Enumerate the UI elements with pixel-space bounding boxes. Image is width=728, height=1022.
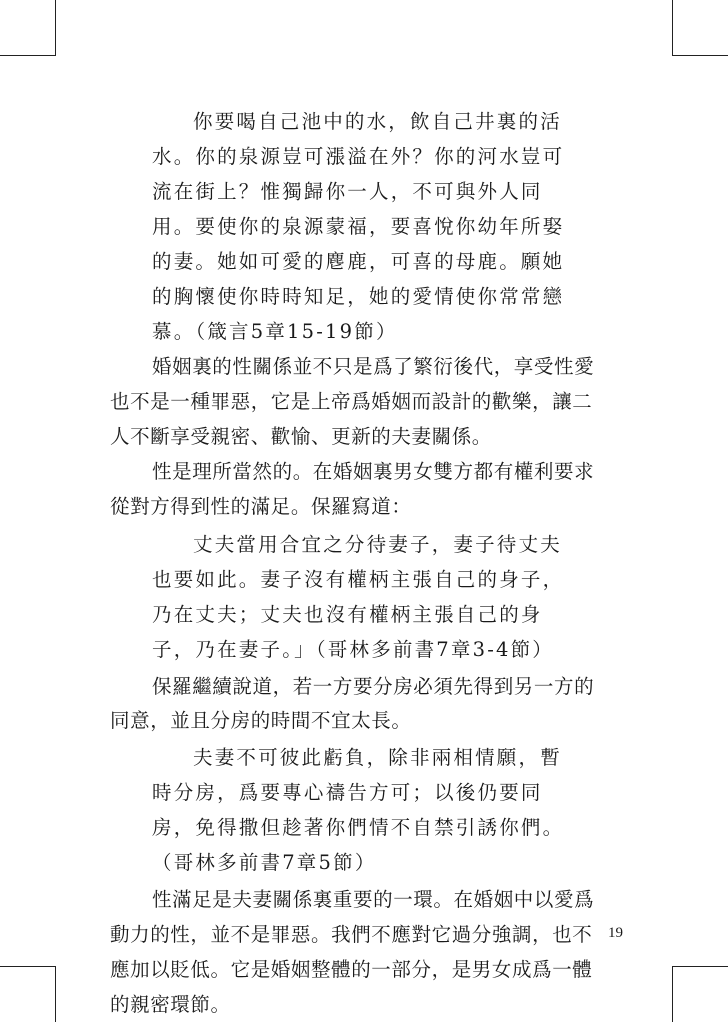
crop-mark-right-bottom bbox=[672, 966, 728, 967]
quote-line: 流在街上？惟獨歸你一人，不可與外人同 bbox=[152, 180, 543, 203]
quote-line: 慕。（箴言5章15-19節） bbox=[152, 320, 398, 343]
quote-line: 丈夫當用合宜之分待妻子，妻子待丈夫 bbox=[193, 533, 562, 556]
crop-mark-bottom-right bbox=[672, 966, 673, 1022]
quote-line: 的妻。她如可愛的麀鹿，可喜的母鹿。願她 bbox=[152, 250, 565, 273]
quote-line: 也要如此。妻子沒有權柄主張自己的身子， bbox=[152, 568, 565, 591]
crop-mark-left-top bbox=[0, 55, 56, 56]
quote-line: 房，免得撒但趁著你們情不自禁引誘你們。 bbox=[152, 816, 565, 839]
crop-mark-right-top bbox=[672, 55, 728, 56]
paragraph-line: 的親密環節。 bbox=[110, 993, 231, 1016]
crop-mark-left-bottom bbox=[0, 966, 56, 967]
crop-mark-top-left bbox=[55, 0, 56, 56]
paragraph-line: 應加以貶低。它是婚姻整體的一部分，是男女成爲一體 bbox=[110, 958, 593, 981]
quote-line: 用。要使你的泉源蒙福，要喜悅你幼年所娶 bbox=[152, 215, 565, 238]
paragraph-line: 同意，並且分房的時間不宜太長。 bbox=[110, 709, 412, 732]
quote-line: 你要喝自己池中的水，飲自己井裏的活 bbox=[193, 110, 562, 133]
quote-line: 乃在丈夫；丈夫也沒有權柄主張自己的身 bbox=[152, 603, 543, 626]
crop-mark-bottom-left bbox=[55, 966, 56, 1022]
quote-line: 水。你的泉源豈可漲溢在外？你的河水豈可 bbox=[152, 145, 565, 168]
paragraph-line: 性滿足是夫妻關係裏重要的一環。在婚姻中以愛爲 bbox=[152, 888, 595, 911]
quote-line: 子，乃在妻子。」（哥林多前書7章3-4節） bbox=[152, 638, 555, 661]
quote-line: 的胸懷使你時時知足，她的愛情使你常常戀 bbox=[152, 285, 565, 308]
paragraph-line: 婚姻裏的性關係並不只是爲了繁衍後代，享受性愛 bbox=[152, 355, 595, 378]
quote-line: 夫妻不可彼此虧負，除非兩相情願，暫 bbox=[193, 746, 562, 769]
paragraph-line: 人不斷享受親密、歡愉、更新的夫妻關係。 bbox=[110, 425, 492, 448]
page-number: 19 bbox=[608, 925, 623, 941]
paragraph-line: 保羅繼續說道，若一方要分房必須先得到另一方的 bbox=[152, 675, 595, 698]
paragraph-line: 從對方得到性的滿足。保羅寫道： bbox=[110, 495, 412, 518]
crop-mark-top-right bbox=[672, 0, 673, 56]
quote-line: （哥林多前書7章5節） bbox=[152, 851, 377, 874]
paragraph-line: 性是理所當然的。在婚姻裏男女雙方都有權利要求 bbox=[152, 460, 595, 483]
paragraph-line: 也不是一種罪惡，它是上帝爲婚姻而設計的歡樂，讓二 bbox=[110, 390, 593, 413]
quote-line: 時分房，爲要專心禱告方可；以後仍要同 bbox=[152, 781, 543, 804]
paragraph-line: 動力的性，並不是罪惡。我們不應對它過分強調，也不 bbox=[110, 923, 593, 946]
